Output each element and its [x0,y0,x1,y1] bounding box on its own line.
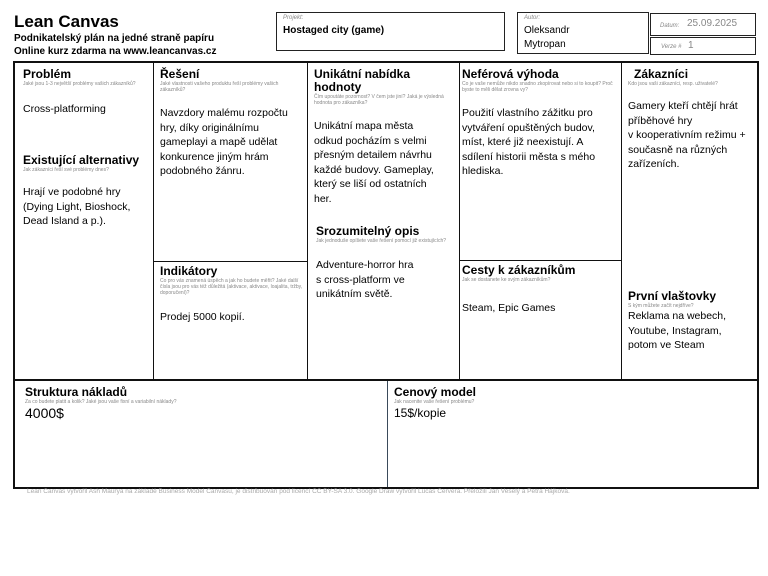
version-value: 1 [688,40,694,51]
divider [153,63,154,381]
problem-hint: Jaké jsou 1-3 největší problémy vašich zákazníků? [23,81,136,87]
solution-text: Navzdory malému rozpočtu hry, díky originálnímu gameplayi a mapě udělat konkurence jiným hrám podobného žánru. [160,107,288,177]
early-adopters-hint: S kým můžete začít nejdříve? [628,303,694,309]
concept-text: Adventure-horror hra s cross-platform ve unikátním světě. [316,259,414,300]
problem-text: Cross-platforming [23,103,106,115]
date-value: 25.09.2025 [687,18,738,29]
concept-title: Srozumitelný opis [316,224,420,238]
channels-hint: Jak se dostanete ke svým zákazníkům? [462,277,551,283]
alternatives-text: Hrají ve podobné hry (Dying Light, Bioshock, Dead Island a p.). [23,186,131,227]
divider [153,261,307,262]
cost-structure-section[interactable] [25,386,380,421]
revenue-hint: Jak nacenite vaše řešení problému? [394,399,475,405]
project-field[interactable] [276,12,505,51]
value-proposition-text: Unikátní mapa města odkud pocházím s velmi přesným detailem návrhu každé budovy. Gameplay, který se liší od ostatních her. [314,120,434,205]
early-adopters-section[interactable] [628,290,754,353]
alternatives-hint: Jak zákazníci řeší své problémy dnes? [23,167,109,173]
cost-structure-text: 4000$ [25,405,64,421]
cost-structure-hint: Za co budete platit a kolik? Jaké jsou vaše fixní a variabilní náklady? [25,399,177,405]
segments-section[interactable] [628,68,754,172]
author-field[interactable] [517,12,649,54]
early-adopters-text: Reklama na webech, Youtube, Instagram, potom ve Steam [628,310,727,351]
channels-section[interactable] [462,264,618,316]
page-subtitle: Podnikatelský plán na jedné straně papíru [14,33,215,44]
author-label: Autor: [524,15,541,21]
divider [459,63,460,381]
advantage-section[interactable] [462,68,618,179]
divider [459,260,621,261]
value-proposition-hint: Čím upoutáte pozornost? V čem jste jiní? Jaká je výsledná hodnota pro zákazníka? [314,94,444,106]
date-label: Datum: [660,23,680,29]
revenue-section[interactable] [394,386,749,421]
channels-text: Steam, Epic Games [462,302,556,314]
cost-structure-title: Struktura nákladů [25,385,128,399]
metrics-title: Indikátory [160,264,218,278]
value-proposition-section[interactable] [314,68,456,206]
value-proposition-title: Unikátní nabídka hodnoty [314,67,411,94]
alternatives-title: Existující alternativy [23,153,140,167]
solution-hint: Jaké vlastnosti vašeho produktu řeší problémy vašich zákazníků? [160,81,279,93]
segments-title: Zákazníci [634,67,689,81]
revenue-title: Cenový model [394,385,477,399]
concept-section[interactable] [316,225,456,302]
segments-text: Gamery kteří chtějí hrát příběhové hry v kooperativním režimu + současně na různých zařízeních. [628,100,746,170]
divider [15,379,757,381]
course-link-text: Online kurz zdarma na www.leancanvas.cz [14,46,217,57]
advantage-hint: Co je vaše nemůže nikdo snadno zkopírovat nebo si to koupit? Proč byste to měli dělat zrovna vy? [462,81,613,93]
solution-section[interactable] [160,68,303,179]
revenue-text: 15$/kopie [394,406,447,420]
concept-hint: Jak jednoduše opíšete vaše řešení pomocí již existujících? [316,238,447,244]
project-value: Hostaged city (game) [283,25,385,36]
segments-hint: Kdo jsou vaši zákazníci, resp. uživatelé? [628,81,718,87]
divider [307,63,308,381]
author-value: Oleksandr Mytropan [524,25,570,50]
problem-title: Problém [23,67,72,81]
solution-title: Řešení [160,67,200,81]
metrics-text: Prodej 5000 kopií. [160,311,245,323]
alternatives-section[interactable] [23,154,149,229]
early-adopters-title: První vlaštovky [628,289,717,303]
page-title: Lean Canvas [14,12,119,31]
date-field[interactable] [650,13,756,36]
metrics-hint: Co pro vás znamená úspěch a jak ho budete měřit? Jaké další čísla jsou pro vás též důležitá (aktivace, aktivace, loajalita, tržby, doporučení)? [160,278,303,296]
version-label: Verze # [661,44,682,50]
project-label: Projekt: [283,15,304,21]
lean-canvas-grid [13,61,759,489]
version-field[interactable] [650,37,756,55]
divider [387,381,388,487]
metrics-section[interactable] [160,265,303,325]
channels-title: Cesty k zákazníkům [462,263,576,277]
advantage-text: Použití vlastního zážitku pro vytváření opuštěných budov, míst, které již neexistují. A sdílení historii města s mého hlediska. [462,107,596,177]
divider [621,63,622,381]
problem-section[interactable] [23,68,149,117]
advantage-title: Neférová výhoda [462,67,559,81]
license-footer: Lean Canvas vytvořil Ash Maurya na základě Business Model Canvasu, je distribuován pod licencí CC BY-SA 3.0. Google Draw vytvořil Lucas Cervera. Přeložili Jan Veselý a Petra Hájková. [27,488,570,495]
